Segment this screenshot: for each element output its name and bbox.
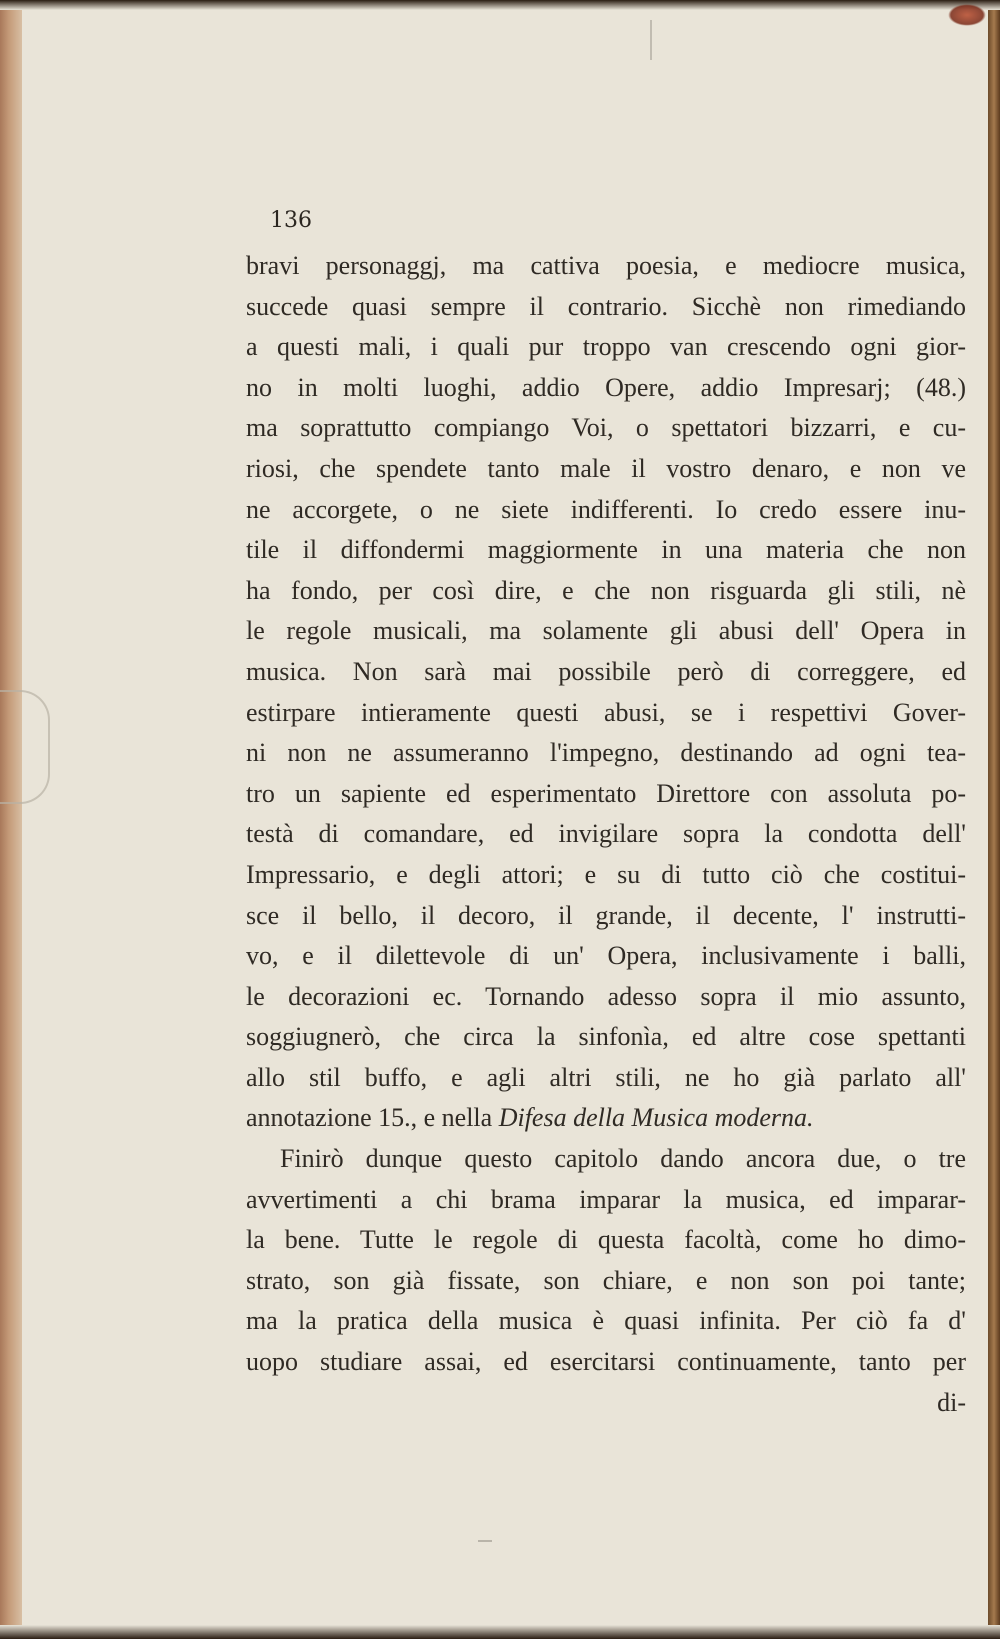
book-edge xyxy=(988,0,1000,1639)
text-line: allo stil buffo, e agli altri stili, ne ho già parlato all' xyxy=(246,1062,966,1092)
text-line: bravi personaggj, ma cattiva poesia, e mediocre musica, xyxy=(246,251,966,280)
text-line: tile il diffondermi maggiormente in una materia che non xyxy=(246,535,966,565)
text-line: Impressario, e degli attori; e su di tutto ciò che costitui- xyxy=(246,859,966,889)
red-edge-mark xyxy=(948,4,986,26)
text-line: musica. Non sarà mai possibile però di correggere, ed xyxy=(246,656,966,686)
text-line: soggiugnerò, che circa la sinfonìa, ed altre cose spettanti xyxy=(246,1022,966,1052)
text-line: riosi, che spendete tanto male il vostro denaro, e non ve xyxy=(246,453,966,483)
text-line: estirpare intieramente questi abusi, se i respettivi Gover- xyxy=(246,697,966,727)
text-line xyxy=(246,1098,966,1139)
body-text xyxy=(246,246,966,1423)
text-line: testà di comandare, ed invigilare sopra la condotta dell' xyxy=(246,819,966,849)
bottom-edge-shadow xyxy=(0,1625,1000,1639)
text-line: vo, e il dilettevole di un' Opera, inclusivamente i balli, xyxy=(246,941,966,971)
text-line: a questi mali, i quali pur troppo van crescendo ogni gior- xyxy=(246,332,966,362)
page-number: 136 xyxy=(270,208,312,233)
text-line: le decorazioni ec. Tornando adesso sopra il mio assunto, xyxy=(246,981,966,1011)
page-fold-shadow xyxy=(0,690,50,804)
text-line: strato, son già fissate, son chiare, e non son poi tante; xyxy=(246,1265,966,1295)
text-line: tro un sapiente ed esperimentato Direttore con assoluta po- xyxy=(246,778,966,808)
text-line: ma soprattutto compiango Voi, o spettatori bizzarri, e cu- xyxy=(246,413,966,443)
text-line: ha fondo, per così dire, e che non risguarda gli stili, nè xyxy=(246,575,966,605)
paper-crease-mark xyxy=(650,20,652,60)
text-line: ni non ne assumeranno l'impegno, destinando ad ogni tea- xyxy=(246,738,966,768)
top-edge-shadow xyxy=(0,0,1000,10)
book-gutter xyxy=(0,0,22,1639)
line-text: annotazione 15., e nella xyxy=(246,1103,499,1133)
text-line: le regole musicali, ma solamente gli abusi dell' Opera in xyxy=(246,616,966,646)
text-line: sce il bello, il decoro, il grande, il decente, l' instrutti- xyxy=(246,900,966,930)
text-line: avvertimenti a chi brama imparar la musica, ed imparar- xyxy=(246,1184,966,1214)
text-line: succede quasi sempre il contrario. Sicchè non rimediando xyxy=(246,291,966,321)
text-line: uopo studiare assai, ed esercitarsi continuamente, tanto per xyxy=(246,1347,966,1377)
text-line: Finirò dunque questo capitolo dando ancora due, o tre xyxy=(280,1144,966,1174)
catchword: di- xyxy=(937,1387,966,1417)
text-line: ma la pratica della musica è quasi infinita. Per ciò fa d' xyxy=(246,1306,966,1336)
text-line: ne accorgete, o ne siete indifferenti. Io credo essere inu- xyxy=(246,494,966,524)
paragraph-1 xyxy=(246,246,966,1098)
paper-dash-mark xyxy=(478,1540,492,1542)
book-title-italic: Difesa della Musica moderna. xyxy=(498,1103,814,1133)
text-line: la bene. Tutte le regole di questa facoltà, come ho dimo- xyxy=(246,1225,966,1255)
text-line: no in molti luoghi, addio Opere, addio Impresarj; (48.) xyxy=(246,372,966,402)
paragraph-2 xyxy=(246,1139,966,1383)
